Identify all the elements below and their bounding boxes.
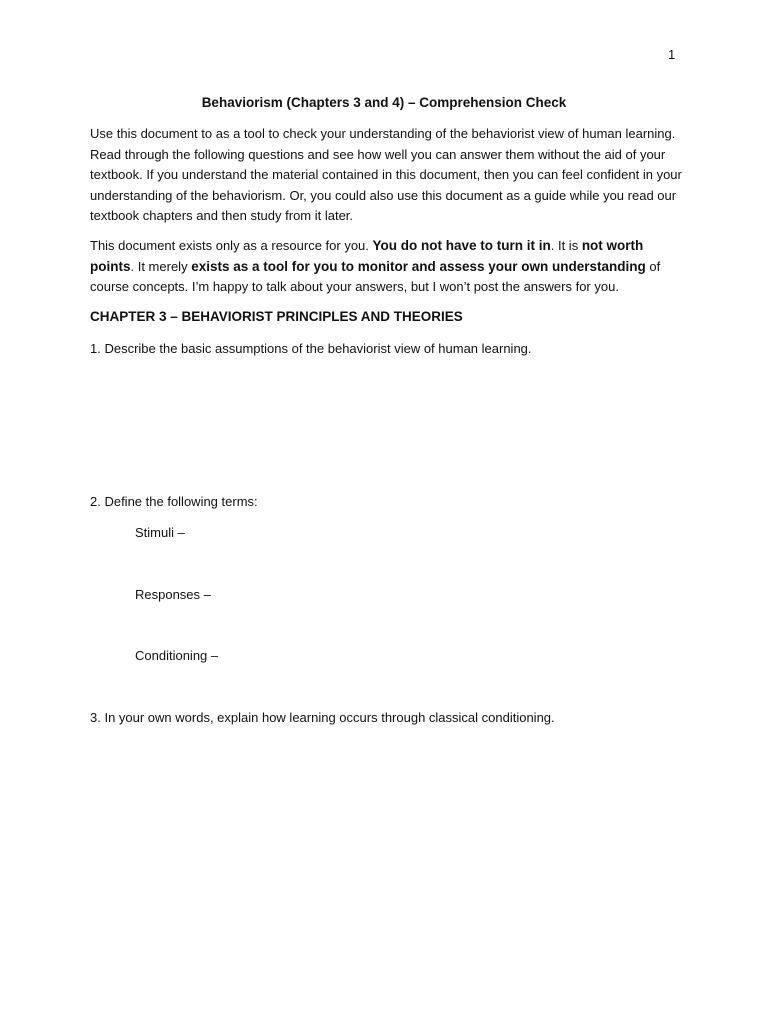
document-title: Behaviorism (Chapters 3 and 4) – Comprehension Check xyxy=(201,95,567,110)
question-1: 1. Describe the basic assumptions of the behaviorist view of human learning. xyxy=(90,341,532,356)
question-2: 2. Define the following terms: xyxy=(90,494,258,509)
notice-bold-tool: exists as a tool for you to monitor and assess your own understanding xyxy=(191,258,646,274)
term-stimuli: Stimuli – xyxy=(135,525,185,540)
notice-bold-turn-in: You do not have to turn it in xyxy=(372,238,551,253)
chapter-heading: CHAPTER 3 – BEHAVIORIST PRINCIPLES AND THEORIES xyxy=(90,309,463,324)
notice-text-3: . It merely xyxy=(130,258,192,274)
notice-text-1: This document exists only as a resource for you. xyxy=(90,238,373,253)
page-number: 1 xyxy=(668,47,676,62)
question-3: 3. In your own words, explain how learning occurs through classical conditioning. xyxy=(90,710,555,725)
notice-text-2: . It is xyxy=(550,238,582,253)
term-responses: Responses – xyxy=(135,587,211,602)
notice-bold-not-worth-points: not worth points xyxy=(90,238,644,274)
intro-paragraph: Use this document to as a tool to check your understanding of the behaviorist view of human learning. Read through the following questions and see how well you can answer them without the aid of your textbook. If you understand the material contained in this document, then you can feel confident in your understanding of the behaviorism. Or, you could also use this document as a guide while you read our textbook chapters and then study from it later. xyxy=(90,126,682,223)
notice-paragraph xyxy=(90,236,682,298)
term-conditioning: Conditioning – xyxy=(135,648,219,663)
notice-text-4: of course concepts. I’m happy to talk about your answers, but I won’t post the answers for you. xyxy=(90,258,661,294)
